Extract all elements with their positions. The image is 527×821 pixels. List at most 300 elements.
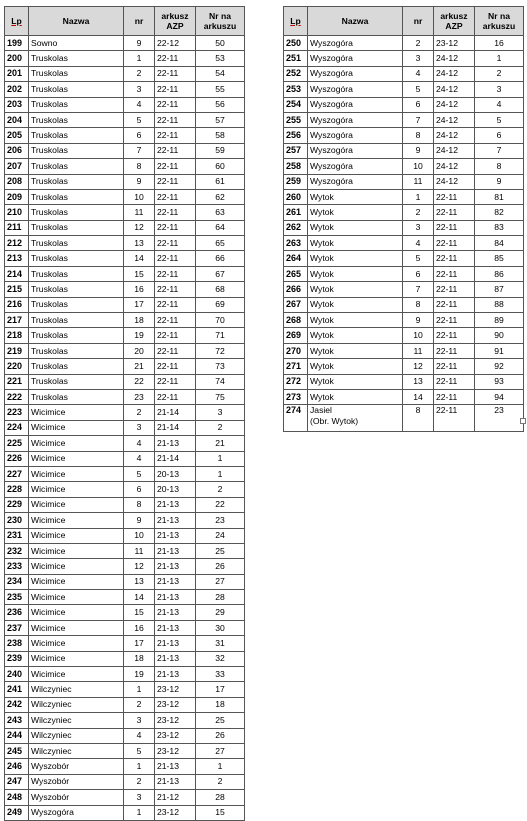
table-row (5, 590, 245, 605)
cell-arkusz: 21-13 (155, 590, 196, 605)
cell-arkusz: 22-11 (155, 66, 196, 81)
cell-arkusz: 21-13 (155, 497, 196, 512)
header-nr: nr (403, 7, 434, 36)
cell-lp: 241 (5, 682, 29, 697)
cell-nr-na-arkuszu: 53 (196, 51, 245, 66)
cell-nr: 2 (403, 205, 434, 220)
cell-nr-na-arkuszu: 93 (475, 374, 524, 389)
table-row (5, 66, 245, 81)
cell-nazwa: Truskolas (29, 389, 124, 404)
cell-nr: 7 (403, 112, 434, 127)
cell-nazwa: Truskolas (29, 220, 124, 235)
cell-lp: 261 (284, 205, 308, 220)
cell-lp: 233 (5, 559, 29, 574)
cell-nr: 11 (403, 343, 434, 358)
cell-nazwa: Wyszogóra (29, 805, 124, 820)
table-row (5, 112, 245, 127)
cell-nazwa: Sowno (29, 36, 124, 51)
table-row (5, 236, 245, 251)
cell-nr-na-arkuszu: 15 (196, 805, 245, 820)
cell-nr: 15 (124, 266, 155, 281)
cell-nazwa: Wicimice (29, 497, 124, 512)
table-row (5, 359, 245, 374)
cell-nr-na-arkuszu: 31 (196, 636, 245, 651)
cell-nr-na-arkuszu: 55 (196, 82, 245, 97)
cell-lp: 253 (284, 82, 308, 97)
cell-nazwa: Wicimice (29, 667, 124, 682)
cell-nr-na-arkuszu: 67 (196, 266, 245, 281)
cell-nazwa: Truskolas (29, 143, 124, 158)
cell-nr: 15 (124, 605, 155, 620)
cell-nr: 8 (124, 159, 155, 174)
cell-nr: 17 (124, 636, 155, 651)
cell-lp: 236 (5, 605, 29, 620)
table-row (5, 713, 245, 728)
cell-lp: 250 (284, 36, 308, 51)
cell-nr: 4 (403, 236, 434, 251)
cell-lp: 244 (5, 728, 29, 743)
cell-nazwa: Truskolas (29, 174, 124, 189)
cell-arkusz: 22-11 (155, 374, 196, 389)
cell-lp: 246 (5, 759, 29, 774)
table-row (284, 112, 524, 127)
cell-lp: 228 (5, 482, 29, 497)
cell-lp: 229 (5, 497, 29, 512)
cell-nr: 13 (124, 574, 155, 589)
cell-lp: 234 (5, 574, 29, 589)
cell-lp: 259 (284, 174, 308, 189)
cell-nr-na-arkuszu: 3 (196, 405, 245, 420)
cell-nr: 4 (124, 97, 155, 112)
table-row (5, 143, 245, 158)
cell-nr-na-arkuszu: 21 (196, 436, 245, 451)
cell-nazwa: Wilczyniec (29, 682, 124, 697)
cell-nazwa: Truskolas (29, 359, 124, 374)
cell-nazwa: Truskolas (29, 82, 124, 97)
table-row (5, 728, 245, 743)
table-row (5, 436, 245, 451)
cell-nr: 18 (124, 313, 155, 328)
cell-nr: 5 (124, 112, 155, 127)
table-row (5, 805, 245, 820)
cell-arkusz: 22-11 (434, 236, 475, 251)
cell-arkusz: 23-12 (155, 682, 196, 697)
cell-arkusz: 22-11 (434, 220, 475, 235)
table-row (5, 559, 245, 574)
cell-lp: 267 (284, 297, 308, 312)
cell-nr-na-arkuszu: 89 (475, 313, 524, 328)
cell-nr-na-arkuszu: 16 (475, 36, 524, 51)
cell-nr-na-arkuszu: 91 (475, 343, 524, 358)
cell-arkusz: 22-11 (434, 251, 475, 266)
cell-arkusz: 21-14 (155, 451, 196, 466)
cell-nr: 16 (124, 282, 155, 297)
cell-nazwa: Truskolas (29, 313, 124, 328)
cell-nr-na-arkuszu: 26 (196, 559, 245, 574)
cell-nazwa: Truskolas (29, 189, 124, 204)
cell-arkusz: 21-13 (155, 605, 196, 620)
cell-nr: 1 (124, 51, 155, 66)
cell-lp: 212 (5, 236, 29, 251)
cell-nazwa: Wicimice (29, 651, 124, 666)
right-header-row (284, 7, 524, 36)
cell-lp: 266 (284, 282, 308, 297)
cell-nr-na-arkuszu: 25 (196, 713, 245, 728)
cell-nr-na-arkuszu: 90 (475, 328, 524, 343)
cell-lp: 222 (5, 389, 29, 404)
cell-nr: 8 (124, 497, 155, 512)
cell-nr: 1 (124, 682, 155, 697)
cell-arkusz: 24-12 (434, 66, 475, 81)
cell-nr: 3 (124, 790, 155, 805)
table-row (5, 497, 245, 512)
cell-nazwa: Wicimice (29, 620, 124, 635)
table-row (5, 251, 245, 266)
cell-nr-na-arkuszu: 83 (475, 220, 524, 235)
cell-arkusz: 22-11 (155, 313, 196, 328)
cell-lp: 208 (5, 174, 29, 189)
cell-arkusz: 22-11 (434, 297, 475, 312)
cell-lp: 252 (284, 66, 308, 81)
table-row (5, 97, 245, 112)
cell-nazwa: Wilczyniec (29, 728, 124, 743)
table-row (284, 266, 524, 281)
table-row (5, 82, 245, 97)
cell-nr-na-arkuszu: 1 (475, 51, 524, 66)
cell-nr: 5 (124, 466, 155, 481)
cell-nr-na-arkuszu: 72 (196, 343, 245, 358)
cell-nr: 11 (124, 543, 155, 558)
table-row (284, 128, 524, 143)
cell-nr-na-arkuszu: 8 (475, 159, 524, 174)
cell-nazwa: Truskolas (29, 251, 124, 266)
cell-arkusz: 22-11 (155, 97, 196, 112)
cell-lp: 204 (5, 112, 29, 127)
cell-nr: 12 (124, 559, 155, 574)
table-row (284, 313, 524, 328)
cell-lp: 232 (5, 543, 29, 558)
cell-nr-na-arkuszu: 28 (196, 590, 245, 605)
cell-lp: 225 (5, 436, 29, 451)
cell-nazwa: Wyszogóra (308, 82, 403, 97)
cell-nr-na-arkuszu: 25 (196, 543, 245, 558)
table-row (284, 251, 524, 266)
cell-nr-na-arkuszu: 6 (475, 128, 524, 143)
cell-arkusz: 22-11 (434, 205, 475, 220)
right-table-body (284, 36, 524, 405)
cell-arkusz: 22-11 (155, 389, 196, 404)
cell-nr: 16 (124, 620, 155, 635)
cell-lp: 254 (284, 97, 308, 112)
cell-nr: 14 (124, 251, 155, 266)
cell-nr-na-arkuszu: 87 (475, 282, 524, 297)
cell-nr-na-arkuszu: 32 (196, 651, 245, 666)
cell-arkusz: 21-13 (155, 543, 196, 558)
cell-nr-na-arkuszu: 17 (196, 682, 245, 697)
cell-nr: 22 (124, 374, 155, 389)
cell-lp: 199 (5, 36, 29, 51)
cell-nazwa: Wilczyniec (29, 697, 124, 712)
cell-nr-na-arkuszu: 74 (196, 374, 245, 389)
header-nazwa: Nazwa (308, 7, 403, 36)
cell-arkusz: 22-11 (155, 174, 196, 189)
cell-arkusz: 22-11 (155, 328, 196, 343)
cell-nazwa: Wicimice (29, 405, 124, 420)
table-row (5, 328, 245, 343)
cell-nazwa: Wyszogóra (308, 36, 403, 51)
cell-nazwa: Wicimice (29, 574, 124, 589)
cell-nr: 10 (403, 159, 434, 174)
table-row (5, 313, 245, 328)
cell-lp: 240 (5, 667, 29, 682)
table-row (284, 389, 524, 404)
cell-nazwa: Wytok (308, 389, 403, 404)
table-row (284, 297, 524, 312)
cell-nazwa: Truskolas (29, 282, 124, 297)
cell-lp: 218 (5, 328, 29, 343)
cell-arkusz: 20-13 (155, 466, 196, 481)
table-row (284, 66, 524, 81)
cell-nazwa: Truskolas (29, 97, 124, 112)
cell-lp: 249 (5, 805, 29, 820)
cell-lp: 262 (284, 220, 308, 235)
table-resize-handle[interactable] (520, 418, 526, 424)
cell-nr-na-arkuszu: 23 (196, 513, 245, 528)
cell-nr: 6 (403, 97, 434, 112)
cell-nazwa: Truskolas (29, 159, 124, 174)
cell-nazwa: Wytok (308, 282, 403, 297)
cell-nazwa: Truskolas (29, 112, 124, 127)
cell-arkusz: 22-11 (434, 405, 475, 432)
cell-nr-na-arkuszu: 61 (196, 174, 245, 189)
cell-nr: 2 (124, 774, 155, 789)
cell-nr: 20 (124, 343, 155, 358)
cell-nr-na-arkuszu: 24 (196, 528, 245, 543)
cell-nr-na-arkuszu: 58 (196, 128, 245, 143)
cell-lp: 211 (5, 220, 29, 235)
cell-arkusz: 24-12 (434, 128, 475, 143)
cell-lp: 217 (5, 313, 29, 328)
table-row (5, 466, 245, 481)
cell-nazwa: Wyszobór (29, 774, 124, 789)
cell-nazwa: Wicimice (29, 590, 124, 605)
cell-nazwa: Wicimice (29, 436, 124, 451)
cell-nr: 12 (403, 359, 434, 374)
cell-nr: 1 (403, 189, 434, 204)
cell-nr-na-arkuszu: 27 (196, 743, 245, 758)
cell-lp: 268 (284, 313, 308, 328)
cell-nr-na-arkuszu: 65 (196, 236, 245, 251)
cell-arkusz: 21-12 (155, 790, 196, 805)
cell-nazwa: Wytok (308, 374, 403, 389)
cell-lp: 219 (5, 343, 29, 358)
header-nazwa: Nazwa (29, 7, 124, 36)
cell-lp: 256 (284, 128, 308, 143)
table-row (284, 374, 524, 389)
table-row (5, 420, 245, 435)
cell-lp: 209 (5, 189, 29, 204)
left-header-row (5, 7, 245, 36)
cell-nr-na-arkuszu: 4 (475, 97, 524, 112)
cell-nr: 9 (124, 36, 155, 51)
cell-nr: 9 (124, 174, 155, 189)
cell-nr-na-arkuszu: 94 (475, 389, 524, 404)
cell-nazwa: Wytok (308, 359, 403, 374)
cell-arkusz: 23-12 (155, 713, 196, 728)
cell-nr: 23 (124, 389, 155, 404)
cell-nazwa: Wicimice (29, 528, 124, 543)
cell-arkusz: 22-11 (434, 343, 475, 358)
cell-nr: 8 (403, 128, 434, 143)
cell-arkusz: 24-12 (434, 97, 475, 112)
table-row-last (284, 405, 524, 432)
cell-arkusz: 22-11 (434, 266, 475, 281)
cell-lp: 272 (284, 374, 308, 389)
cell-lp: 247 (5, 774, 29, 789)
cell-nr: 5 (403, 82, 434, 97)
cell-nazwa: Wyszogóra (308, 51, 403, 66)
cell-lp: 260 (284, 189, 308, 204)
cell-lp: 243 (5, 713, 29, 728)
cell-arkusz: 23-12 (155, 805, 196, 820)
header-arkusz: arkusz AZP (434, 7, 475, 36)
cell-nazwa: Wytok (308, 297, 403, 312)
cell-arkusz: 22-11 (155, 112, 196, 127)
cell-nr: 14 (403, 389, 434, 404)
cell-nr-na-arkuszu: 2 (196, 420, 245, 435)
cell-nr-na-arkuszu: 81 (475, 189, 524, 204)
cell-nr: 3 (403, 51, 434, 66)
cell-nr-na-arkuszu: 27 (196, 574, 245, 589)
cell-lp: 269 (284, 328, 308, 343)
cell-arkusz: 22-12 (155, 36, 196, 51)
cell-nazwa: Wicimice (29, 466, 124, 481)
cell-lp: 230 (5, 513, 29, 528)
cell-arkusz: 22-11 (155, 82, 196, 97)
cell-nr-na-arkuszu: 1 (196, 451, 245, 466)
cell-nr-na-arkuszu: 88 (475, 297, 524, 312)
table-row (5, 451, 245, 466)
table-row (5, 482, 245, 497)
left-sites-table (4, 6, 245, 821)
table-row (284, 82, 524, 97)
cell-nr: 1 (124, 805, 155, 820)
cell-nazwa: Truskolas (29, 51, 124, 66)
header-nr-na-arkuszu: Nr na arkuszu (475, 7, 524, 36)
table-row (5, 743, 245, 758)
cell-nazwa: Wicimice (29, 605, 124, 620)
cell-arkusz: 22-11 (434, 374, 475, 389)
cell-nr-na-arkuszu: 26 (196, 728, 245, 743)
cell-nr-na-arkuszu: 59 (196, 143, 245, 158)
table-row (5, 651, 245, 666)
cell-nr: 9 (403, 143, 434, 158)
table-row (284, 236, 524, 251)
cell-nr: 2 (124, 697, 155, 712)
cell-nazwa: Wytok (308, 189, 403, 204)
cell-nr: 17 (124, 297, 155, 312)
cell-nr: 8 (403, 405, 434, 432)
table-row (5, 282, 245, 297)
cell-nr: 13 (403, 374, 434, 389)
cell-nr-na-arkuszu: 60 (196, 159, 245, 174)
cell-nazwa: Truskolas (29, 66, 124, 81)
cell-nr: 19 (124, 328, 155, 343)
table-row (5, 636, 245, 651)
cell-arkusz: 22-11 (155, 51, 196, 66)
cell-nr: 9 (124, 513, 155, 528)
cell-nr-na-arkuszu: 7 (475, 143, 524, 158)
cell-nazwa: Wicimice (29, 482, 124, 497)
cell-nazwa: Wyszogóra (308, 112, 403, 127)
cell-nr-na-arkuszu: 29 (196, 605, 245, 620)
cell-nr-na-arkuszu: 68 (196, 282, 245, 297)
left-table-body (5, 36, 245, 821)
cell-lp: 207 (5, 159, 29, 174)
cell-nr: 10 (124, 189, 155, 204)
cell-lp: 226 (5, 451, 29, 466)
header-lp: Lp (284, 7, 308, 36)
table-row (284, 143, 524, 158)
cell-nr: 1 (124, 759, 155, 774)
cell-nr: 8 (403, 297, 434, 312)
table-row (5, 266, 245, 281)
cell-lp: 271 (284, 359, 308, 374)
cell-nazwa: Truskolas (29, 328, 124, 343)
table-row (284, 282, 524, 297)
cell-nr: 2 (124, 405, 155, 420)
cell-nr-na-arkuszu: 30 (196, 620, 245, 635)
cell-nr: 12 (124, 220, 155, 235)
cell-nr: 5 (124, 743, 155, 758)
cell-nr: 9 (403, 313, 434, 328)
table-row (5, 189, 245, 204)
cell-nr-na-arkuszu: 2 (475, 66, 524, 81)
cell-arkusz: 22-11 (155, 205, 196, 220)
cell-nazwa-line1: Jasiel (310, 405, 332, 416)
cell-nazwa: Truskolas (29, 236, 124, 251)
cell-arkusz: 22-11 (434, 313, 475, 328)
cell-nr-na-arkuszu: 22 (196, 497, 245, 512)
cell-nr: 6 (124, 482, 155, 497)
cell-arkusz: 21-13 (155, 528, 196, 543)
cell-arkusz: 22-11 (434, 389, 475, 404)
cell-nr-na-arkuszu: 1 (196, 759, 245, 774)
cell-nr-na-arkuszu: 1 (196, 466, 245, 481)
table-row (5, 574, 245, 589)
cell-nr-na-arkuszu: 23 (475, 405, 524, 432)
cell-arkusz: 22-11 (155, 236, 196, 251)
cell-nazwa: Wilczyniec (29, 743, 124, 758)
cell-nazwa: Truskolas (29, 297, 124, 312)
table-row (5, 343, 245, 358)
cell-arkusz: 23-12 (155, 697, 196, 712)
cell-nr: 21 (124, 359, 155, 374)
cell-lp: 205 (5, 128, 29, 143)
cell-nr-na-arkuszu: 69 (196, 297, 245, 312)
cell-nr: 2 (124, 66, 155, 81)
cell-nr: 6 (124, 128, 155, 143)
cell-lp: 203 (5, 97, 29, 112)
cell-nazwa: Wyszobór (29, 759, 124, 774)
cell-nr: 4 (124, 436, 155, 451)
cell-nazwa: Wicimice (29, 543, 124, 558)
cell-arkusz: 24-12 (434, 159, 475, 174)
cell-lp: 201 (5, 66, 29, 81)
cell-nazwa: Wytok (308, 328, 403, 343)
cell-lp: 258 (284, 159, 308, 174)
cell-nr: 10 (403, 328, 434, 343)
